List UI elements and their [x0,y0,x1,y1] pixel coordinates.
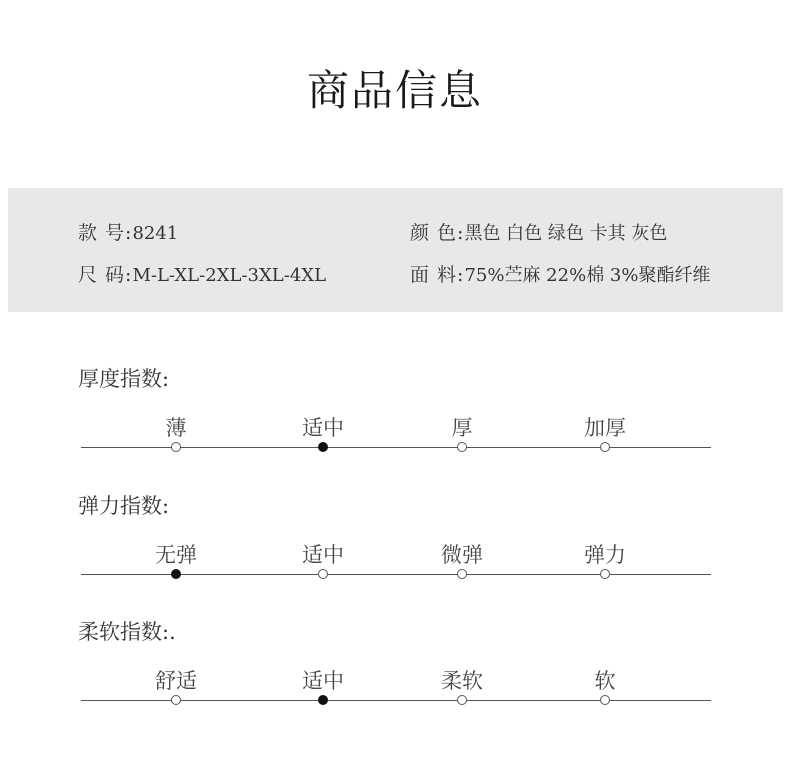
style-number-row [78,218,178,245]
softness-marker-very-soft [600,695,610,705]
color-label: 颜 色: [410,222,465,244]
elasticity-marker-none [171,569,181,579]
thickness-marker-extra-thick [600,442,610,452]
thickness-option-thin: 薄 [165,416,187,440]
style-number-label: 款 号: [78,222,133,244]
thickness-heading: 厚度指数: [78,367,170,391]
softness-marker-soft [457,695,467,705]
softness-option-very-soft: 软 [594,669,616,693]
material-row [410,260,710,287]
size-row [78,260,326,287]
softness-marker-medium [318,695,328,705]
product-info-panel [8,188,783,312]
thickness-option-medium: 适中 [302,416,344,440]
elasticity-option-slight: 微弹 [441,543,483,567]
elasticity-marker-medium [318,569,328,579]
size-label: 尺 码: [78,264,133,286]
color-value: 黑色 白色 绿色 卡其 灰色 [464,223,668,244]
elasticity-option-stretch: 弹力 [584,543,626,567]
softness-option-medium: 适中 [302,669,344,693]
elasticity-marker-stretch [600,569,610,579]
elasticity-marker-slight [457,569,467,579]
elasticity-option-medium: 适中 [302,543,344,567]
softness-marker-comfortable [171,695,181,705]
elasticity-heading: 弹力指数: [78,494,170,518]
thickness-marker-medium [318,442,328,452]
thickness-marker-thin [171,442,181,452]
thickness-option-extra-thick: 加厚 [584,416,626,440]
elasticity-option-none: 无弹 [155,543,197,567]
thickness-option-thick: 厚 [451,416,473,440]
material-label: 面 料: [410,264,465,286]
color-row [410,218,667,245]
size-value: M-L-XL-2XL-3XL-4XL [132,265,327,286]
material-value: 75%苎麻 22%棉 3%聚酯纤维 [464,265,711,286]
page-title: 商品信息 [306,66,483,115]
thickness-marker-thick [457,442,467,452]
softness-option-soft: 柔软 [441,669,483,693]
style-number-value: 8241 [132,223,179,244]
softness-heading: 柔软指数:. [78,620,176,644]
softness-option-comfortable: 舒适 [155,669,197,693]
